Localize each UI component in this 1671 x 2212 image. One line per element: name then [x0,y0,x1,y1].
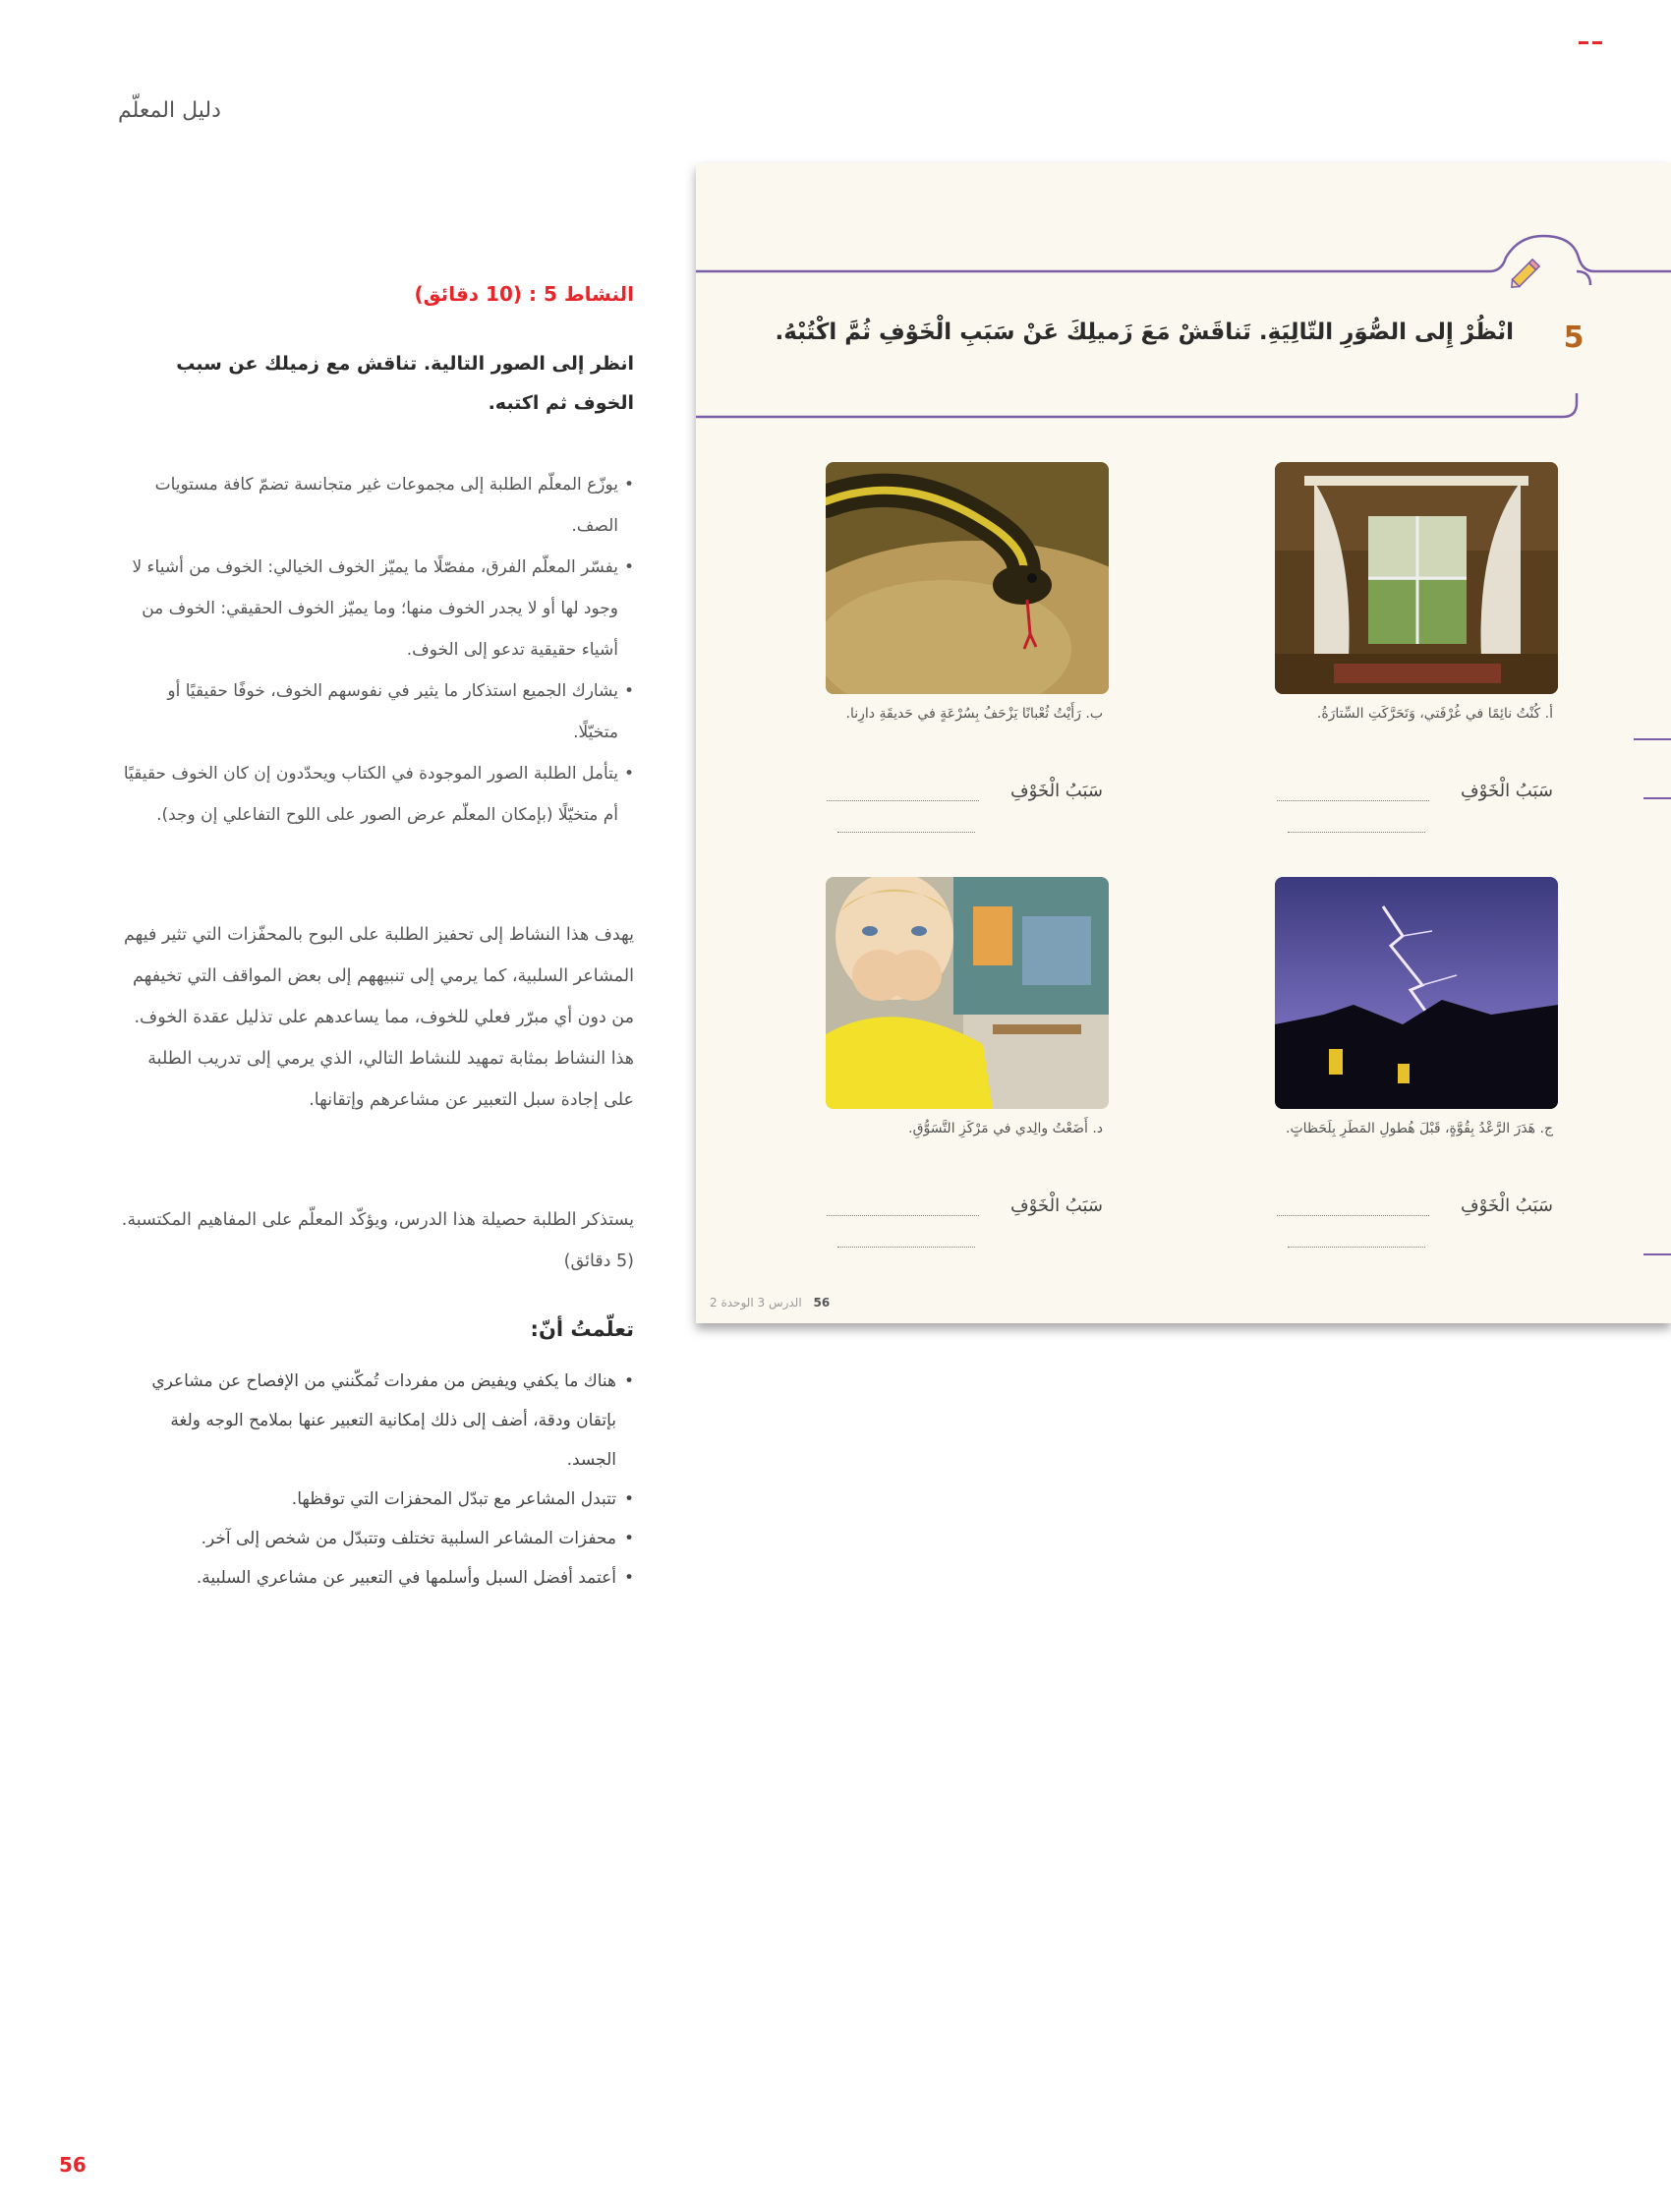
activity-title: النشاط 5 : (10 دقائق) [414,282,634,306]
list-item: • هناك ما يكفي ويفيض من مفردات تُمكّنني من الإفصاح عن مشاعري بإتقان ودقة، أضف إلى ذلك إمكانية التعبير عنها بملامح الوجه ولغة الجسد. [118,1362,634,1480]
list-item: • محفزات المشاعر السلبية تختلف وتتبدّل من شخص إلى آخر. [118,1519,634,1558]
card-b-caption: ب. رَأَيْتُ ثُعْبانًا يَزْحَفُ بِسُرْعَةٍ في حَديقَةِ دارِنا. [845,706,1103,722]
list-item: • يشارك الجميع استذكار ما يثير في نفوسهم الخوف، خوفًا حقيقيًا أو متخيّلًا. [118,670,634,753]
lightning-photo [1275,877,1558,1109]
answer-line[interactable] [1277,1215,1429,1216]
book-footer-unit: الوحدة 2 [710,1296,754,1310]
curtain-window-photo [1275,462,1558,694]
exercise-instruction: انْظُرْ إِلى الصُّوَرِ التّالِيَةِ. تَناقَشْ مَعَ زَميلِكَ عَنْ سَبَبِ الْخَوْفِ ثُمَّ اكْتُبْهُ. [775,320,1514,345]
book-footer [710,1296,965,1310]
snake-photo [826,462,1109,694]
cause-label: سَبَبُ الْخَوْفِ [1461,781,1553,801]
answer-line[interactable] [837,832,975,833]
list-item: • تتبدل المشاعر مع تبدّل المحفزات التي توقظها. [118,1480,634,1519]
card-d-caption: د. أَضَعْتُ والِدي في مَرْكَزِ التَّسَوُّقِ. [908,1121,1103,1136]
card-d-cause [818,1195,1103,1229]
answer-line[interactable] [827,1215,979,1216]
top-dashes [1579,29,1608,33]
list-item: • أعتمد أفضل السبل وأسلمها في التعبير عن مشاعري السلبية. [118,1558,634,1598]
card-b-cause [818,781,1103,814]
card-a-cause [1268,781,1553,814]
scared-boy-photo [826,877,1109,1109]
answer-line[interactable] [1288,832,1425,833]
page-header-title: دليل المعلّم [118,98,221,123]
answer-line[interactable] [827,800,979,801]
learned-heading: تعلّمتُ أنّ: [530,1317,634,1341]
list-item: • يفسّر المعلّم الفرق، مفصّلًا ما يميّز الخوف الخيالي: الخوف من أشياء لا وجود لها أو لا يجدر الخوف منها؛ وما يميّز الخوف الحقيقي: الخوف من أشياء حقيقية تدعو إلى الخوف. [118,547,634,670]
exercise-number: 5 [1563,320,1585,355]
list-item: • يوزّع المعلّم الطلبة إلى مجموعات غير متجانسة تضمّ كافة مستويات الصف. [118,464,634,547]
card-a-caption: أ. كُنْتُ نائِمًا في غُرْفَتي، وَتَحَرَّكَتِ السِّتارَةُ. [1316,706,1553,722]
list-item: • يتأمل الطلبة الصور الموجودة في الكتاب ويحدّدون إن كان الخوف حقيقيًا أم متخيّلًا (بإمكان المعلّم عرض الصور على اللوح التفاعلي إن وجد). [118,753,634,836]
answer-line[interactable] [1277,800,1429,801]
page-number: 56 [59,2153,86,2177]
cause-label: سَبَبُ الْخَوْفِ [1461,1195,1553,1216]
answer-line[interactable] [1288,1247,1425,1248]
cause-label: سَبَبُ الْخَوْفِ [1010,1195,1103,1216]
cause-label: سَبَبُ الْخَوْفِ [1010,781,1103,801]
pencil-icon [1506,254,1545,293]
answer-line[interactable] [837,1247,975,1248]
goal-paragraph: يهدف هذا النشاط إلى تحفيز الطلبة على البوح بالمحفّزات التي تثير فيهم المشاعر السلبية، كما يرمي إلى تنبيههم إلى بعض المواقف التي تخيفهم من دون أي مبرّر فعلي للخوف، مما يساعدهم على تذليل عقدة الخوف. هذا النشاط بمثابة تمهيد للنشاط التالي، الذي يرمي إلى تدريب الطلبة على إجادة سبل التعبير عن مشاعرهم وإتقانها. [123,925,634,1110]
activity-steps [118,464,634,836]
recap-paragraph: يستذكر الطلبة حصيلة هذا الدرس، ويؤكّد المعلّم على المفاهيم المكتسبة. (5 دقائق) [121,1210,634,1271]
book-page-number: 56 [813,1296,831,1310]
learned-list [118,1362,634,1598]
card-c-caption: ج. هَدَرَ الرَّعْدُ بِقُوَّةٍ، قَبْلَ هُطولِ المَطَرِ بِلَحَظاتٍ. [1286,1121,1553,1136]
activity-prompt: انظر إلى الصور التالية. تناقش مع زميلك عن سبب الخوف ثم اكتبه. [176,353,634,414]
book-footer-lesson: الدرس 3 [757,1296,802,1310]
card-c-cause [1268,1195,1553,1229]
